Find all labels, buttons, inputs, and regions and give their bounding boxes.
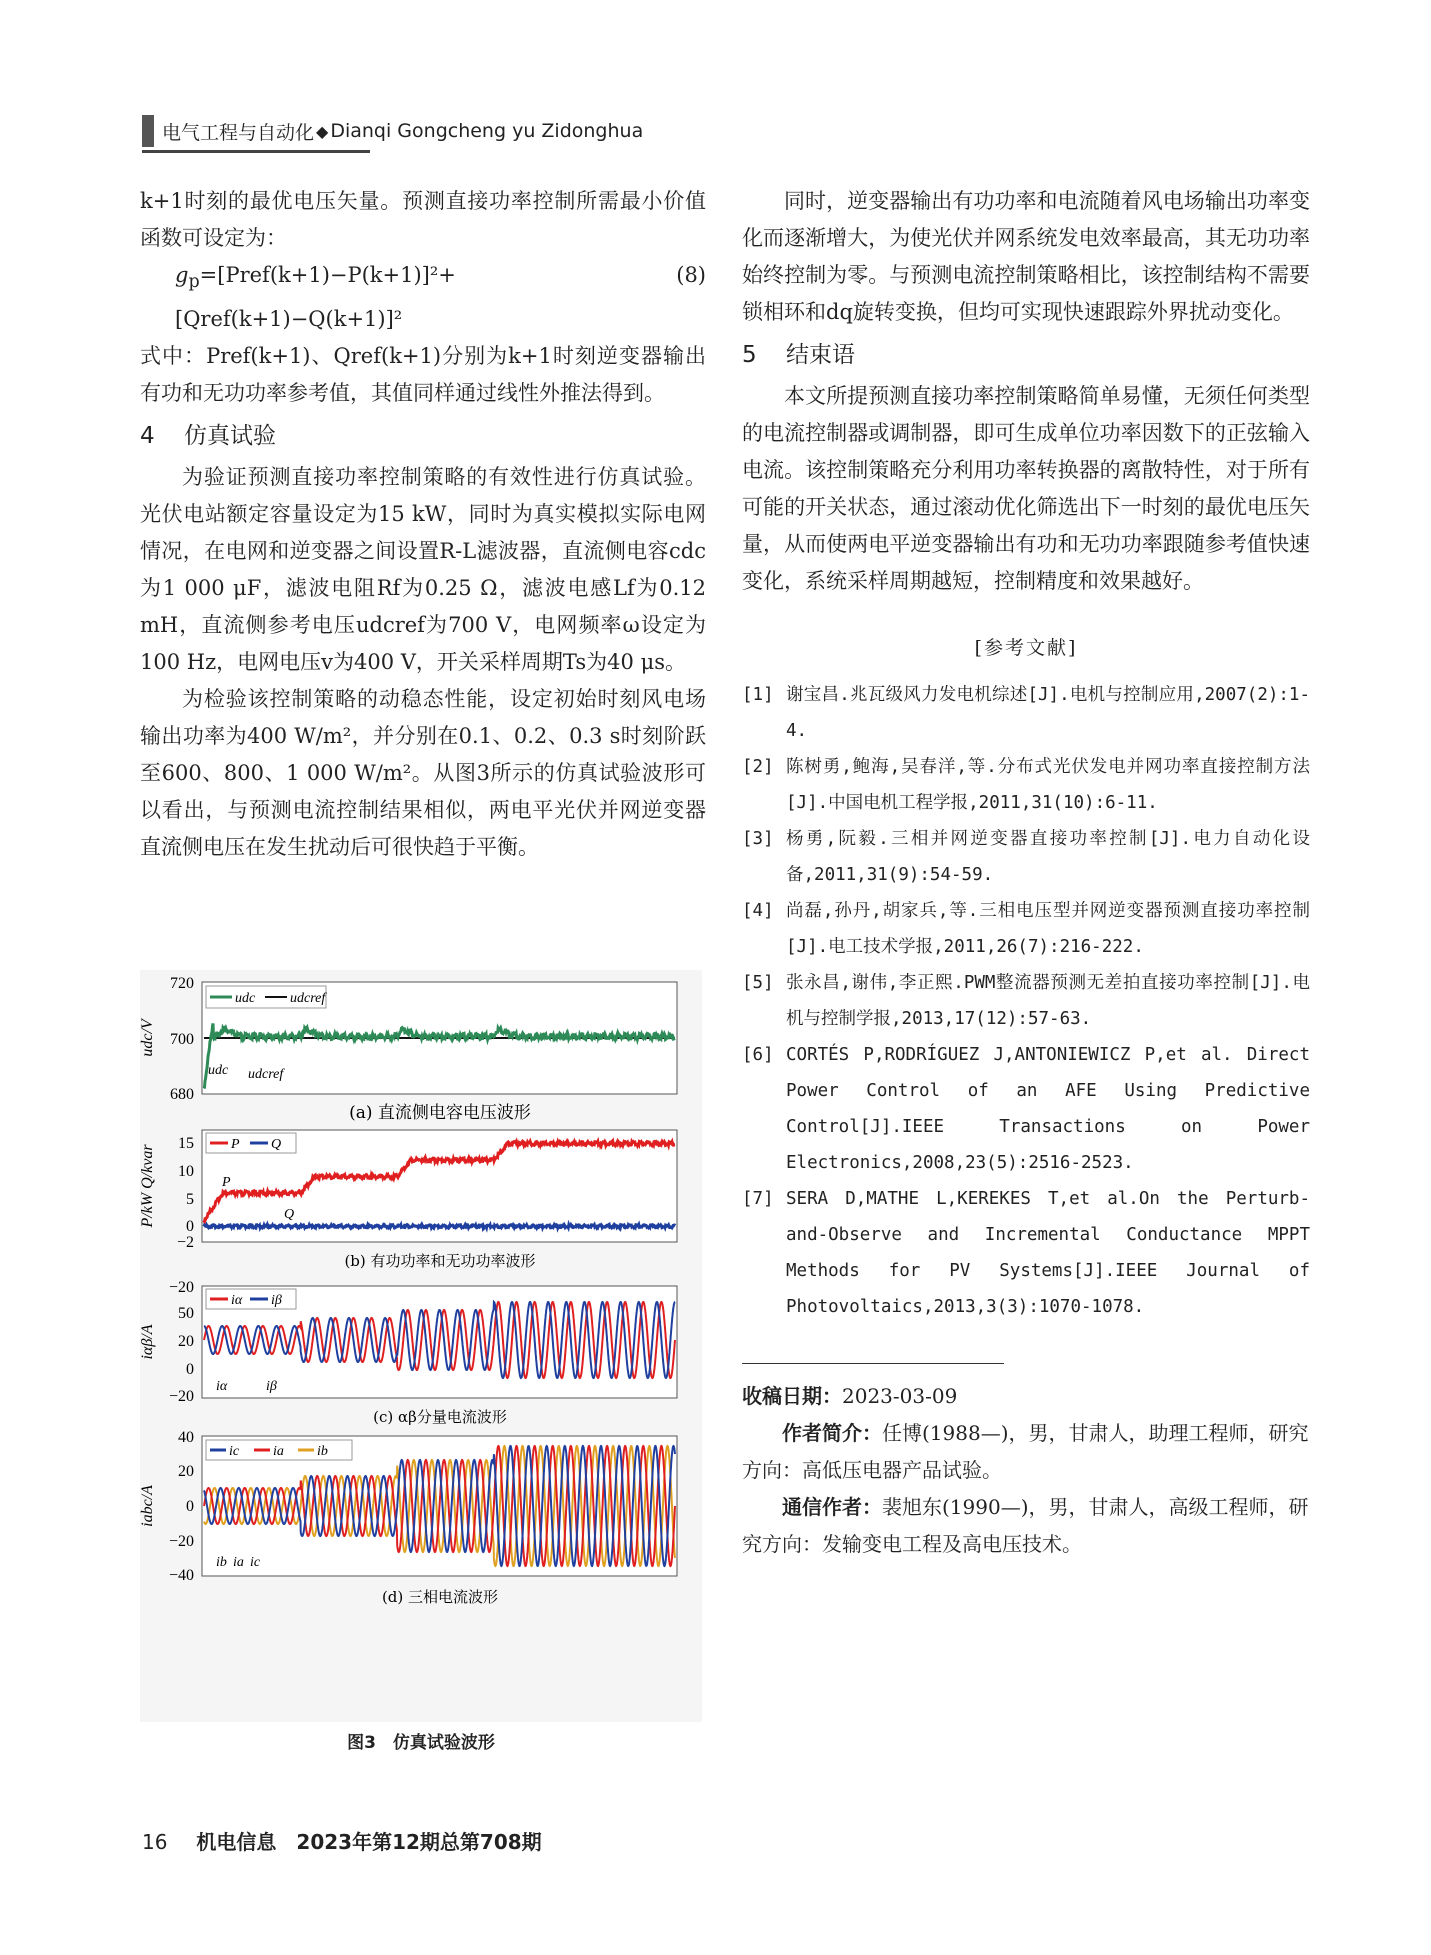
d-legend-ic: ic — [229, 1444, 240, 1459]
section-5-heading — [742, 337, 1310, 374]
left-p3: 为验证预测直接功率控制策略的有效性进行仿真试验。光伏电站额定容量设定为15 kW，同时为真实模拟实际电网情况，在电网和逆变器之间设置R-L滤波器，直流侧电容cdc为1 000 μF，滤波电阻Rf为0.25 Ω，滤波电感Lf为0.12 mH，直流侧参考电压udcref为700 V，电网频率ω设定为100 Hz，电网电压v为400 V，开关采样周期Ts为40 μs。 — [140, 465, 706, 675]
equation-8 — [140, 257, 706, 338]
right-p2: 本文所提预测直接功率控制策略简单易懂，无须任何类型的电流控制器或调制器，即可生成单位功率因数下的正弦输入电流。该控制策略充分利用功率转换器的离散特性，对于所有可能的开关状态，通过滚动优化筛选出下一时刻的最优电压矢量，从而使两电平逆变器输出有功和无功功率跟随参考值快速变化，系统采样周期越短，控制精度和效果越好。 — [742, 384, 1310, 593]
d-tick-40: 40 — [178, 1429, 194, 1446]
c-ann-ialpha: iα — [216, 1379, 228, 1394]
header-cn: 电气工程与自动化 — [162, 121, 315, 144]
d-tick-0: 0 — [186, 1498, 194, 1515]
header-en: Dianqi Gongcheng yu Zidonghua — [330, 120, 644, 142]
b-tick-15: 15 — [178, 1135, 194, 1152]
a-legend-udc: udc — [235, 991, 256, 1006]
d-tick-neg20: −20 — [168, 1533, 194, 1550]
figure-3-title: 图3 仿真试验波形 — [347, 1733, 495, 1753]
d-legend-ib: ib — [317, 1444, 328, 1459]
d-caption: (d) 三相电流波形 — [381, 1588, 499, 1606]
a-ann-udc: udc — [208, 1063, 229, 1078]
left-p4: 为检验该控制策略的动稳态性能，设定初始时刻风电场输出功率为400 W/m²，并分别在0.1、0.2、0.3 s时刻阶跃至600、800、1 000 W/m²。从图3所示的仿真试验波形可以看出，与预测电流控制结果相似，两电平光伏并网逆变器直流侧电压在发生扰动后可很快趋于平衡。 — [140, 687, 706, 860]
c-caption: (c) αβ分量电流波形 — [373, 1408, 507, 1426]
b-tick-5: 5 — [186, 1191, 194, 1208]
c-tick-50: 50 — [178, 1305, 194, 1322]
page-footer — [142, 1826, 542, 1855]
left-p2: 式中：Pref(k+1)、Qref(k+1)分别为k+1时刻逆变器输出有功和无功功率参考值，其值同样通过线性外推法得到。 — [140, 344, 706, 406]
c-tick-neg20: −20 — [168, 1388, 194, 1405]
c-ann-ibeta: iβ — [266, 1379, 277, 1394]
reference-item: [3] 杨勇,阮毅.三相并网逆变器直接功率控制[J].电力自动化设备,2011,31(9):54-59. — [742, 829, 1310, 885]
reference-item: [6] CORTÉS P,RODRÍGUEZ J,ANTONIEWICZ P,et al. Direct Power Control of an AFE Using Predictive Control[J].IEEE Transactions on Power Electronics,2008,23(5):2516-2523. — [742, 1045, 1310, 1173]
reference-item: [1] 谢宝昌.兆瓦级风力发电机综述[J].电机与控制应用,2007(2):1-4. — [742, 685, 1310, 741]
eq-lhs: g — [175, 263, 189, 287]
section-5-number: 5 — [742, 342, 757, 368]
section-4-number: 4 — [140, 423, 155, 450]
left-column — [140, 183, 706, 866]
b-legend-Q: Q — [271, 1137, 282, 1152]
eq-number: (8) — [676, 263, 706, 287]
a-tick-680: 680 — [170, 1086, 194, 1103]
reference-item: [5] 张永昌,谢伟,李正熙.PWM整流器预测无差拍直接功率控制[J].电机与控制学报,2013,17(12):57-63. — [742, 973, 1310, 1029]
a-caption: (a) 直流侧电容电压波形 — [349, 1103, 531, 1123]
b-tick-10: 10 — [178, 1163, 194, 1180]
footnote-rule — [742, 1363, 1004, 1364]
d-tick-neg40: −40 — [168, 1567, 194, 1584]
eq-sub: p — [188, 272, 200, 293]
d-legend-ia: ia — [273, 1444, 284, 1459]
b-ann-P: P — [222, 1175, 231, 1190]
a-ylabel: udc/V — [140, 1019, 156, 1057]
a-legend-udcref: udcref — [290, 991, 326, 1006]
reference-item: [2] 陈树勇,鲍海,吴春洋,等.分布式光伏发电并网功率直接控制方法[J].中国电机工程学报,2011,31(10):6-11. — [742, 757, 1310, 813]
right-column — [742, 183, 1310, 1563]
c-legend-ialpha: iα — [231, 1293, 243, 1308]
section-4-title: 仿真试验 — [184, 423, 276, 450]
a-ann-udcref: udcref — [248, 1067, 284, 1082]
journal-issue: 机电信息 2023年第12期总第708期 — [196, 1830, 542, 1854]
a-tick-720: 720 — [170, 975, 194, 992]
header-bar — [142, 115, 154, 147]
b-ann-Q: Q — [284, 1207, 295, 1222]
d-ann-ib: ib — [216, 1555, 227, 1570]
d-ann-ic: ic — [250, 1555, 261, 1570]
diamond-icon: ◆ — [316, 121, 329, 141]
b-ylabel: P/kW Q/kvar — [140, 1144, 156, 1228]
c-tick-0: 0 — [186, 1361, 194, 1378]
header-rule — [142, 150, 370, 153]
d-ylabel: iabc/A — [140, 1485, 156, 1527]
received-date: 收稿日期：2023-03-09 — [742, 1384, 958, 1408]
reference-item: [4] 尚磊,孙丹,胡家兵,等.三相电压型并网逆变器预测直接功率控制[J].电工技术学报,2011,26(7):216-222. — [742, 901, 1310, 957]
d-ann-ia: ia — [233, 1555, 244, 1570]
c-tick-20: 20 — [178, 1333, 194, 1350]
a-tick-700: 700 — [170, 1031, 194, 1048]
figure-3 — [140, 970, 702, 1726]
c-ylabel: iαβ/A — [140, 1324, 156, 1360]
b-tick-neg2: −2 — [176, 1234, 194, 1251]
b-legend-P: P — [231, 1137, 240, 1152]
corresponding-author: 通信作者：裴旭东(1990—)，男，甘肃人，高级工程师，研究方向：发输变电工程及高电压技术。 — [742, 1495, 1309, 1556]
reference-item: [7] SERA D,MATHE L,KEREKES T,et al.On the Perturb-and-Observe and Incremental Conductance MPPT Methods for PV Systems[J].IEEE Journal of Photovoltaics,2013,3(3):1070-1078. — [742, 1189, 1310, 1317]
section-4-heading — [140, 418, 706, 455]
eq-rhs: =[Pref(k+1)−P(k+1)]²+[Qref(k+1)−Q(k+1)]² — [175, 263, 456, 332]
b-tick-0: 0 — [186, 1218, 194, 1235]
right-p1: 同时，逆变器输出有功功率和电流随着风电场输出功率变化而逐渐增大，为使光伏并网系统发电效率最高，其无功功率始终控制为零。与预测电流控制策略相比，该控制结构不需要锁相环和dq旋转变换，但均可实现快速跟踪外界扰动变化。 — [742, 189, 1310, 324]
c-tick-top: −20 — [168, 1279, 194, 1296]
author-bio: 作者简介：任博(1988—)，男，甘肃人，助理工程师，研究方向：高低压电器产品试验。 — [742, 1421, 1309, 1482]
figure-3-svg — [140, 970, 702, 1722]
page-number: 16 — [142, 1830, 168, 1854]
d-tick-20: 20 — [178, 1463, 194, 1480]
references-list — [742, 677, 1310, 1325]
section-5-title: 结束语 — [786, 342, 855, 368]
c-legend-ibeta: iβ — [271, 1293, 282, 1308]
running-header — [142, 112, 643, 150]
references-title: [参考文献] — [974, 637, 1078, 659]
left-p1: k+1时刻的最优电压矢量。预测直接功率控制所需最小价值函数可设定为： — [140, 189, 706, 250]
b-caption: (b) 有功功率和无功功率波形 — [344, 1252, 536, 1270]
